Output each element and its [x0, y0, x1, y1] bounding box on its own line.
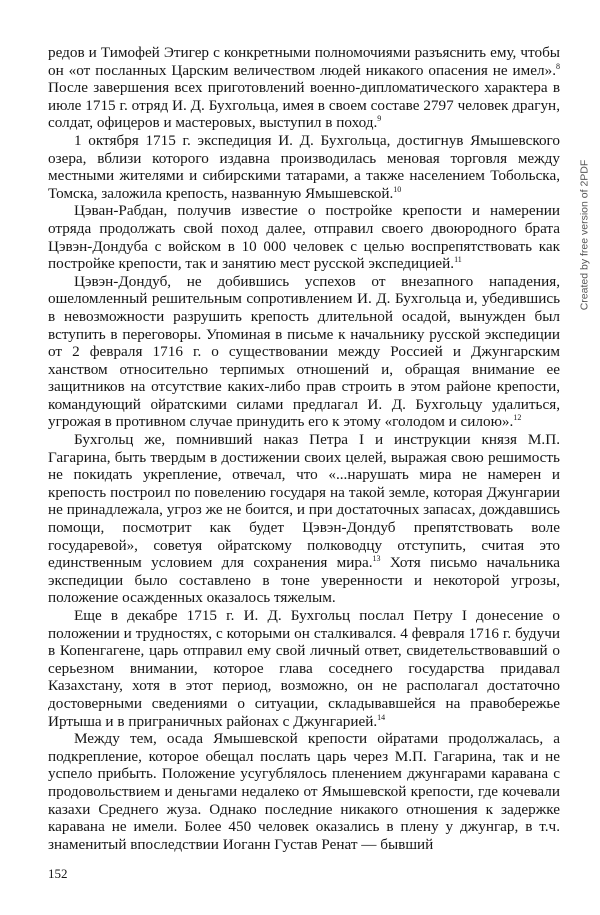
paragraph-text: Хотя письмо начальника экспедиции было составлено в тоне уверенности и некоторой угрозы, положение осажденных оказалось тяжелым.	[48, 554, 560, 607]
footnote-ref: 8	[556, 61, 560, 71]
footnote-ref: 11	[454, 255, 462, 265]
footnote-ref: 9	[377, 114, 382, 124]
paragraph-1	[48, 44, 560, 132]
footnote-ref: 14	[377, 712, 386, 722]
paragraph-text: Между тем, осада Ямышевской крепости ойратами продолжалась, а подкрепление, которое обещал послать царь через М.П. Гагарина, так и не успело прибыть. Положение усугублялось пленением джунгарами каравана с продовольствием и деньгами недалеко от Ямышевской крепости, где кочевали казахи Среднего жуза. Однако последние никакого отношения к задержке каравана не имели. Более 450 человек оказались в плену у джунгар, в т.ч. знаменитый впоследствии Иоганн Густав Ренат — бывший	[48, 730, 560, 853]
paragraph-text: 1 октября 1715 г. экспедиция И. Д. Бухгольца, достигнув Ямышевского озера, вблизи которого издавна производилась меновая торговля между местными жителями и сибирскими татарами, а также населением Тобольска, Томска, заложила крепость, названную Ямышевской.	[48, 131, 560, 202]
page-body	[48, 44, 560, 853]
footnote-ref: 13	[372, 554, 381, 564]
paragraph-text: После завершения всех приготовлений военно-дипломатического характера в июле 1715 г. отряд И. Д. Бухгольца, имея в своем составе 2797 человек драгун, солдат, офицеров и мастеровых, выступил в поход.	[48, 79, 560, 132]
paragraph-text: редов и Тимофей Этигер с конкретными полномочиями разъяснить ему, чтобы он «от посланных Царским величеством людей никакого опасения не имел».	[48, 44, 560, 79]
paragraph-4	[48, 273, 560, 431]
paragraph-text: Бухгольц же, помнивший наказ Петра I и инструкции князя М.П. Гагарина, быть твердым в достижении своих целей, выражая свою решимость не покидать укрепление, отвечал, что «...нарушать мира не намерен и крепость построил по повелению государя на такой земле, которая Джунгарии не принадлежала, угроз же не боится, и при достаточных запасах, дождавшись помощи, посмотрит как будет Цэвэн-Дондуб препятствовать воле государевой», советуя ойратскому полководцу отступить, считая это единственным условием для сохранения мира.	[48, 431, 560, 572]
paragraph-7	[48, 730, 560, 853]
paragraph-6	[48, 607, 560, 730]
paragraph-text: Цэвэн-Дондуб, не добившись успехов от внезапного нападения, ошеломленный решительным сопротивлением И. Д. Бухгольца и, убедившись в невозможности разрушить крепость длительной осадой, вынужден был вступить в переговоры. Упоминая в письме к начальнику русской экспедиции от 2 февраля 1716 г. о существовании между Россией и Джунгарским ханством относительно терпимых отношений и, обращая внимание ее защитников на отсутствие каких-либо прав строить в этом районе крепости, командующий ойратскими силами предлагал И. Д. Бухгольцу удалиться, угрожая в противном случае принудить его к этому «голодом и силою».	[48, 272, 560, 431]
watermark	[576, 90, 592, 380]
paragraph-text: Цэван-Рабдан, получив известие о постройке крепости и намерении отряда продолжать свой поход далее, отправил своего двоюродного брата Цэвэн-Дондуба с войском в 10 000 человек с целью воспрепятствовать как постройке крепости, так и занятию мест русской экспедицией.	[48, 202, 560, 273]
paragraph-2	[48, 132, 560, 202]
page-number: 152	[48, 866, 68, 881]
paragraph-3	[48, 202, 560, 272]
footnote-ref: 12	[513, 413, 522, 423]
footnote-ref: 10	[393, 184, 402, 194]
paragraph-text: Еще в декабре 1715 г. И. Д. Бухгольц послал Петру I донесение о положении и трудностях, с которыми он сталкивался. 4 февраля 1716 г. будучи в Копенгагене, царь отправил ему свой личный ответ, свидетельствовавший о серьезном внимании, которое глава соседнего государства придавал Казахстану, хотя в этот период, возможно, он не располагал достаточно достоверными сведениями о ситуации, складывавшейся на правобережье Иртыша и в приграничных районах с Джунгарией.	[48, 607, 560, 730]
watermark-text: Created by free version of 2PDF	[578, 159, 591, 311]
paragraph-5	[48, 431, 560, 607]
